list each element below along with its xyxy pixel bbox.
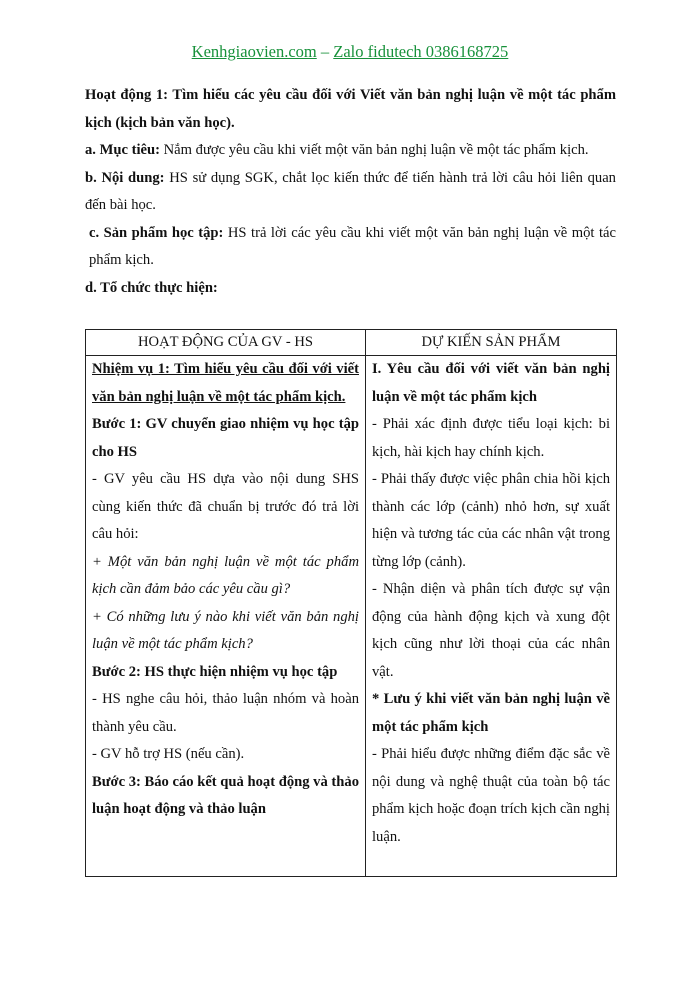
requirements-title: I. Yêu cầu đối với viết văn bản nghị luận về một tác phẩm kịch [372, 361, 610, 405]
col2-header: DỰ KIẾN SẢN PHẨM [366, 330, 617, 356]
content-label: b. Nội dung: [85, 169, 165, 186]
content-text: HS sử dụng SGK, chắt lọc kiến thức để tiến hành trả lời câu hỏi liên quan đến bài học. [85, 169, 616, 213]
step2-text-1: - HS nghe câu hỏi, thảo luận nhóm và hoàn thành yêu cầu. [92, 691, 359, 735]
question-2: + Có những lưu ý nào khi viết văn bản nghị luận về một tác phẩm kịch? [92, 608, 359, 652]
task-title: Nhiệm vụ 1: Tìm hiểu yêu cầu đối với viết văn bản nghị luận về một tác phẩm kịch. [92, 361, 359, 405]
step1-title: Bước 1: GV chuyển giao nhiệm vụ học tập cho HS [92, 416, 359, 460]
step2-text-2: - GV hỗ trợ HS (nếu cần). [92, 746, 245, 762]
step1-text: - GV yêu cầu HS dựa vào nội dung SHS cùng kiến thức đã chuẩn bị trước đó trả lời câu hỏi: [92, 471, 359, 542]
contact-link[interactable]: Zalo fidutech 0386168725 [333, 42, 509, 61]
product-paragraph [85, 220, 616, 275]
teacher-student-cell [86, 356, 366, 877]
expected-product-cell [366, 356, 617, 877]
table-header-row [86, 330, 617, 356]
activity-table [85, 329, 617, 877]
activity-title: Hoạt động 1: Tìm hiểu các yêu cầu đối với Viết văn bản nghị luận về một tác phẩm kịch (kịch bản văn học). [85, 87, 616, 131]
goal-text: Nắm được yêu cầu khi viết một văn bản nghị luận về một tác phẩm kịch. [159, 142, 589, 158]
requirement-1: - Phải xác định được tiểu loại kịch: bi kịch, hài kịch hay chính kịch. [372, 416, 610, 460]
site-link[interactable]: Kenhgiaovien.com [191, 42, 317, 61]
question-1: + Một văn bản nghị luận về một tác phẩm kịch cần đảm bảo các yêu cầu gì? [92, 553, 359, 597]
page-header [0, 41, 700, 63]
product-label: c. Sản phẩm học tập: [89, 224, 224, 241]
product-text: HS trả lời các yêu cầu khi viết một văn bản nghị luận về một tác phẩm kịch. [89, 224, 616, 268]
organize-label: d. Tổ chức thực hiện: [85, 279, 218, 296]
content-paragraph [85, 165, 616, 220]
step2-title: Bước 2: HS thực hiện nhiệm vụ học tập [92, 663, 338, 680]
note-1: - Phải hiểu được những điểm đặc sắc về nội dung và nghệ thuật của toàn bộ tác phẩm kịch hoặc đoạn trích kịch cần nghị luận. [372, 746, 610, 845]
goal-label: a. Mục tiêu: [85, 142, 160, 158]
requirement-2: - Phải thấy được việc phân chia hồi kịch thành các lớp (cảnh) nhỏ hơn, sự xuất hiện và tương tác của các nhân vật trong từng lớp (cảnh). [372, 471, 610, 570]
step3-title: Bước 3: Báo cáo kết quả hoạt động và thảo luận hoạt động và thảo luận [92, 773, 359, 817]
goal-paragraph [85, 137, 616, 165]
col1-header: HOẠT ĐỘNG CỦA GV - HS [86, 330, 366, 356]
intro-section [85, 82, 616, 302]
table-row [86, 356, 617, 877]
requirement-3: - Nhận diện và phân tích được sự vận động của hành động kịch và xung đột kịch cũng như lời thoại của các nhân vật. [372, 581, 610, 680]
note-title: * Lưu ý khi viết văn bản nghị luận về một tác phẩm kịch [372, 691, 610, 735]
header-separator: – [316, 42, 334, 61]
